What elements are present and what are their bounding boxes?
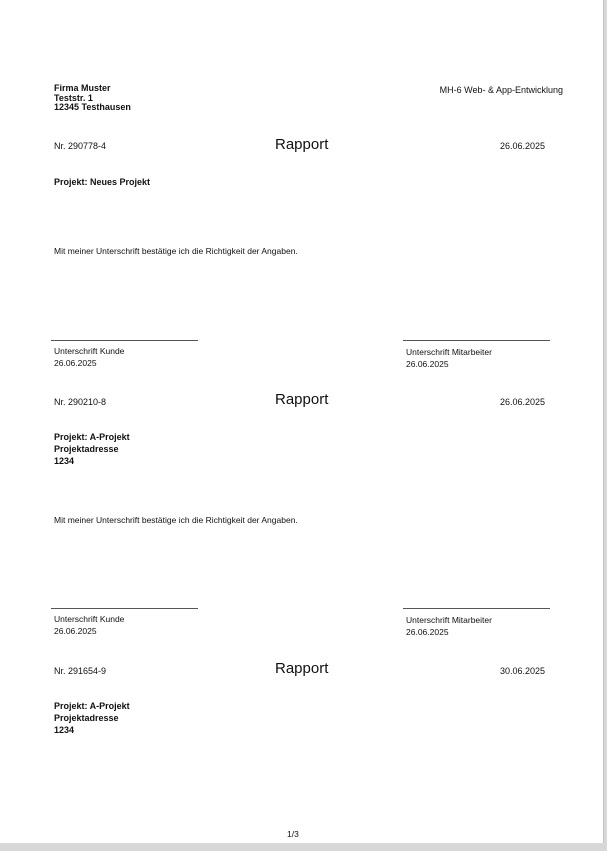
project-info [54, 176, 150, 188]
signature-employee-date: 26.06.2025 [406, 627, 449, 637]
project-address: Projektadresse [54, 713, 119, 723]
signature-customer [54, 345, 124, 369]
confirmation-text: Mit meiner Unterschrift bestätige ich die Richtigkeit der Angaben. [54, 515, 298, 525]
confirmation-text: Mit meiner Unterschrift bestätige ich die Richtigkeit der Angaben. [54, 246, 298, 256]
company-street: Teststr. 1 [54, 92, 93, 103]
signature-employee [406, 346, 492, 370]
signature-line-customer [51, 608, 198, 609]
signature-employee-date: 26.06.2025 [406, 359, 449, 369]
project-info [54, 700, 130, 736]
company-address [54, 84, 131, 113]
signature-employee-label: Unterschrift Mitarbeiter [406, 615, 492, 625]
company-name: Firma Muster [54, 83, 111, 93]
signature-line-employee [403, 340, 550, 341]
rapport-number: Nr. 290778-4 [54, 141, 107, 151]
project-info [54, 431, 130, 467]
rapport-title: Rapport [275, 136, 329, 153]
rapport-number: Nr. 290210-8 [54, 397, 107, 407]
signature-customer-date: 26.06.2025 [54, 626, 97, 636]
page-number: 1/3 [287, 829, 299, 839]
sender-name: MH-6 Web- & App-Entwicklung [439, 85, 563, 95]
project-code: 1234 [54, 725, 75, 735]
project-code: 1234 [54, 456, 75, 466]
project-address: Projektadresse [54, 444, 119, 454]
project-name: Projekt: A-Projekt [54, 701, 130, 711]
project-name: Projekt: Neues Projekt [54, 177, 151, 187]
rapport-date: 26.06.2025 [499, 141, 545, 151]
signature-customer [54, 613, 124, 637]
company-city: 12345 Testhausen [54, 102, 131, 112]
project-name: Projekt: A-Projekt [54, 432, 130, 442]
signature-customer-label: Unterschrift Kunde [54, 614, 125, 624]
rapport-number: Nr. 291654-9 [54, 666, 107, 676]
signature-customer-label: Unterschrift Kunde [54, 346, 125, 356]
rapport-date: 26.06.2025 [499, 397, 545, 407]
rapport-title: Rapport [275, 660, 329, 677]
signature-line-customer [51, 340, 198, 341]
signature-customer-date: 26.06.2025 [54, 358, 97, 368]
signature-line-employee [403, 608, 550, 609]
rapport-title: Rapport [275, 391, 329, 408]
rapport-date: 30.06.2025 [499, 666, 545, 676]
signature-employee [406, 614, 492, 638]
signature-employee-label: Unterschrift Mitarbeiter [406, 347, 492, 357]
